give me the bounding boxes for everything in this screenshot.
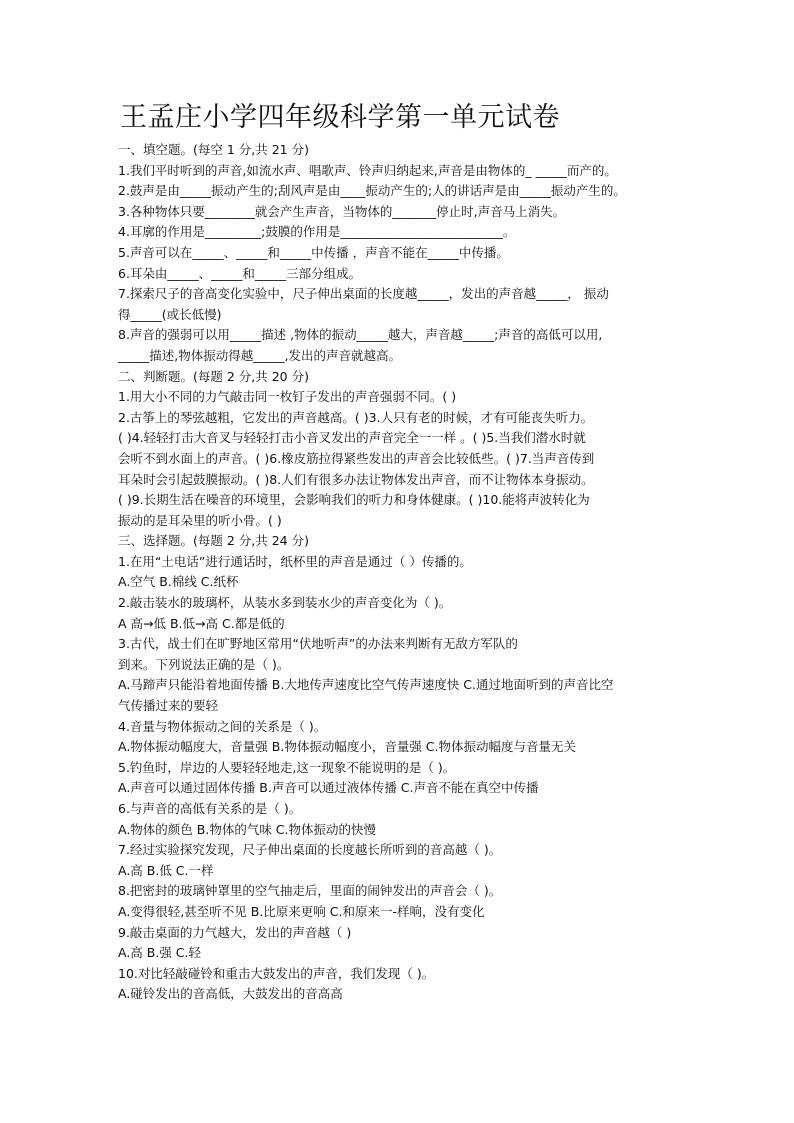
- question-line: 6.与声音的高低有关系的是（ )。: [118, 801, 302, 816]
- question-line: 3.古代，战士们在旷野地区常用“伏地听声”的办法来判断有无敌方军队的: [118, 636, 518, 652]
- question-line: 6.耳朵由_____、_____和_____三部分组成。: [118, 265, 362, 281]
- question-line: 4.耳廓的作用是_________;鼓膜的作用是__________________________。: [118, 224, 516, 240]
- question-line: 4.音量与物体振动之间的关系是（ )。: [118, 718, 327, 734]
- answer-options: A.声音可以通过固体传播 B.声音可以通过液体传播 C.声音不能在真空中传播: [118, 780, 539, 796]
- answer-options: A.高 B.强 C.轻: [118, 945, 202, 961]
- answer-options: A.碰铃发出的音高低，大鼓发出的音高高: [118, 986, 343, 1002]
- question-line: 到来。下列说法正确的是（ )。: [118, 656, 290, 672]
- answer-options: A.空气 B.棉线 C.纸杯: [118, 574, 239, 590]
- question-line: 5.钓鱼时，岸边的人要轻轻地走,这一现象不能说明的是（ )。: [118, 759, 456, 775]
- section-1-body: [118, 161, 678, 367]
- question-line: 2.古筝上的琴弦越粗，它发出的声音越高。( )3.人只有老的时候，才有可能丧失听力。: [118, 409, 594, 425]
- question-line: 8.声音的强弱可以用_____描述 ,物体的振动_____越大，声音越_____;声音的高低可以用,: [118, 327, 603, 343]
- question-line: 耳朵时会引起鼓膜振动。( )8.人们有很多办法让物体发出声音，而不让物体本身振动。: [118, 471, 594, 487]
- answer-options: A.高 B.低 C.一样: [118, 862, 214, 878]
- question-line: 5.声音可以在_____、_____和_____中传播 ，声音不能在_____中传播。: [118, 244, 509, 260]
- section-2-body: [118, 387, 678, 531]
- question-line: 3.各种物体只要________就会产生声音，当物体的_______停止时,声音马上消失。: [118, 203, 566, 219]
- section-2-heading: 二、判断题。(每题 2 分,共 20 分): [118, 368, 309, 384]
- question-line: 2.敲击装水的玻璃杯，从装水多到装水少的声音变化为（ )。: [118, 595, 452, 611]
- question-line: 1.用大小不同的力气敲击同一枚钉子发出的声音强弱不同。( ): [118, 389, 457, 405]
- question-line: 2.鼓声是由_____振动产生的;刮风声是由____振动产生的;人的讲话声是由_____振动产生的。: [118, 183, 626, 199]
- question-line: ( )4.轻轻打击大音叉与轻轻打击小音叉发出的声音完全一一样 。( )5.当我们潜水时就: [118, 430, 586, 446]
- question-line: 1.在用“土电话”进行通话时，纸杯里的声音是通过（ ）传播的。: [118, 553, 472, 569]
- question-line: 10.对比轻敲碰铃和重击大鼓发出的声音，我们发现（ )。: [118, 965, 435, 981]
- question-line: 1.我们平时听到的声音,如流水声、唱歌声、铃声归纳起来,声音是由物体的_ _____而产的。: [118, 162, 617, 178]
- section-1-heading: 一、填空题。(每空 1 分,共 21 分): [118, 142, 309, 157]
- answer-options: A.物体的颜色 B.物体的气味 C.物体振动的快慢: [118, 821, 377, 837]
- question-line: 7.经过实验探究发现，尺子伸出桌面的长度越长所听到的音高越（ )。: [118, 842, 502, 858]
- answer-options: A 高→低 B.低→高 C.都是低的: [118, 615, 285, 631]
- answer-options: A.物体振动幅度大，音量强 B.物体振动幅度小，音量强 C.物体振动幅度与音量无关: [118, 739, 577, 755]
- exam-title: 王孟庄小学四年级科学第一单元试卷: [120, 102, 560, 133]
- question-line: _____描述,物体振动得越_____,发出的声音就越高。: [118, 347, 401, 363]
- question-line: ( )9.长期生活在噪音的环境里，会影响我们的听力和身体健康。( )10.能将声波转化为: [118, 492, 590, 508]
- answer-options: A.马蹄声只能沿着地面传播 B.大地传声速度比空气传声速度快 C.通过地面听到的声音比空: [118, 677, 614, 693]
- question-line: 得_____(或长低慢): [118, 306, 222, 322]
- section-3-heading: 三、选择题。(每题 2 分,共 24 分): [118, 533, 309, 549]
- answer-options: 气传播过来的要轻: [118, 698, 219, 714]
- section-3-body: [118, 552, 678, 1005]
- question-line: 会听不到水面上的声音。( )6.橡皮筋拉得紧些发出的声音会比较低些。( )7.当声音传到: [118, 450, 595, 466]
- question-line: 9.敲击桌面的力气越大，发出的声音越（ ): [118, 924, 352, 940]
- answer-options: A.变得很轻,甚至听不见 B.比原来更响 C.和原来一-样响，没有变化: [118, 903, 485, 919]
- question-line: 8.把密封的玻璃钟罩里的空气抽走后，里面的闹钟发出的声音会（ )。: [118, 883, 502, 899]
- question-line: 振动的是耳朵里的听小骨。( ): [118, 512, 282, 528]
- question-line: 7.探索尺子的音高变化实验中，尺子伸出桌面的长度越_____，发出的声音越_____， 振动: [118, 286, 609, 302]
- exam-page: [118, 100, 678, 1005]
